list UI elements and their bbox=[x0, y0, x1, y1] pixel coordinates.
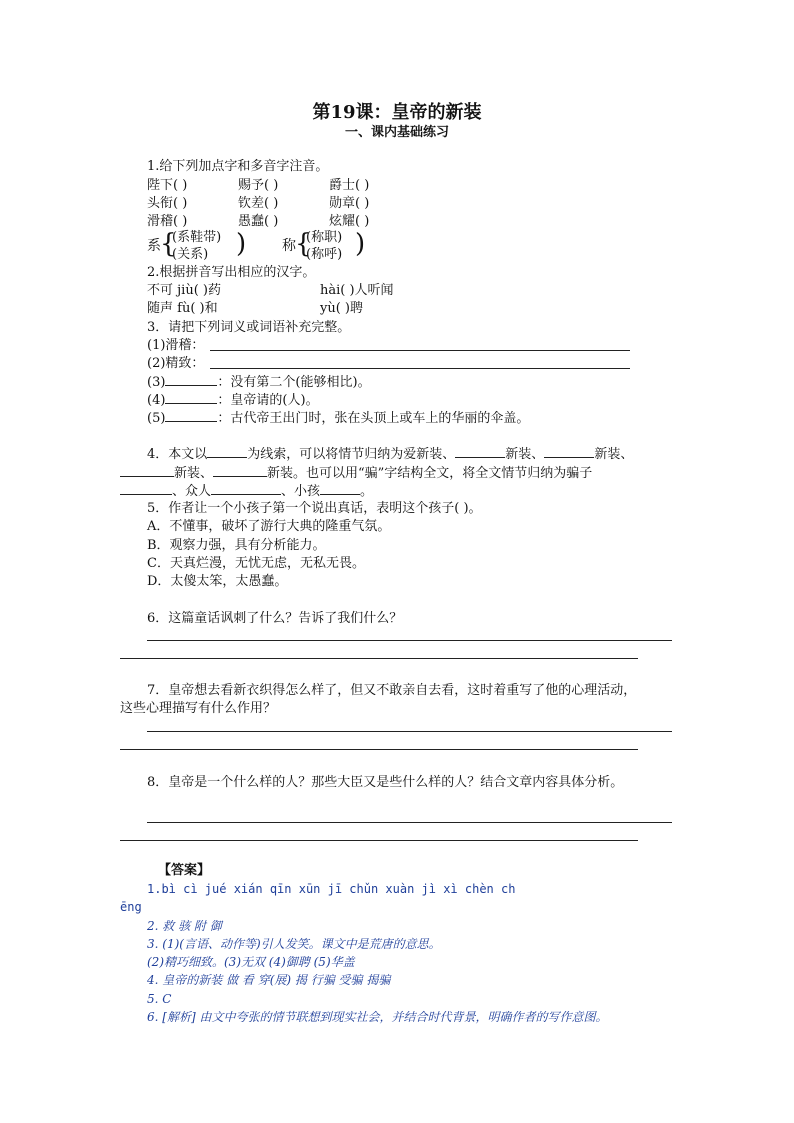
poly-cheng-item-2: (称呼) bbox=[306, 247, 343, 262]
q3-item-3: (3) ：没有第二个(能够相比)。 bbox=[147, 375, 371, 390]
q1-r1-c3: 爵士( ) bbox=[329, 178, 370, 193]
q6-prompt: 6．这篇童话讽刺了什么？告诉了我们什么？ bbox=[147, 611, 403, 626]
answer-line bbox=[147, 640, 672, 641]
answer-2: 2. 救 骇 附 御 bbox=[147, 919, 222, 933]
q5-option-d: D．太傻太笨，太愚蠢。 bbox=[147, 574, 288, 589]
q1-r2-c3: 勋章( ) bbox=[329, 196, 370, 211]
answer-4: 4. 皇帝的新装 做 看 穿(展) 揭 行骗 受骗 揭骗 bbox=[147, 973, 391, 987]
q2-prompt: 2.根据拼音写出相应的汉字。 bbox=[147, 265, 316, 280]
answer-line bbox=[210, 368, 630, 369]
right-bracket-icon: ) bbox=[236, 229, 247, 259]
q2-item-hai: hài( )人听闻 bbox=[320, 283, 394, 298]
q5-option-a: A．不懂事，破坏了游行大典的隆重气氛。 bbox=[147, 519, 391, 534]
q1-prompt: 1.给下列加点字和多音字注音。 bbox=[147, 159, 329, 174]
q1-r3-c3: 炫耀( ) bbox=[329, 214, 370, 229]
answer-5: 5. C bbox=[147, 992, 172, 1006]
q4-line-3: 、众人 、小孩 。 bbox=[120, 482, 373, 501]
left-brace-icon: { bbox=[160, 229, 177, 259]
q7-line-2: 这些心理描写有什么作用？ bbox=[120, 701, 277, 716]
answers-heading: 【答案】 bbox=[158, 863, 211, 878]
q2-item-yu: yù( )聘 bbox=[320, 301, 363, 316]
q3-item-2: (2)精致： bbox=[147, 356, 205, 371]
q1-r1-c2: 赐予( ) bbox=[238, 178, 279, 193]
poly-cheng-item-1: (称职) bbox=[306, 230, 343, 245]
page-title: 第19课：皇帝的新装 bbox=[312, 102, 482, 123]
answer-line bbox=[120, 749, 638, 750]
answer-line bbox=[147, 822, 672, 823]
q5-option-c: C．天真烂漫，无忧无虑，无私无畏。 bbox=[147, 556, 365, 571]
q5-prompt: 5．作者让一个小孩子第一个说出真话，表明这个孩子( )。 bbox=[147, 501, 482, 516]
q1-r1-c1: 陛下( ) bbox=[147, 178, 188, 193]
answer-line bbox=[120, 658, 638, 659]
q3-item-4: (4) ：皇帝请的(人)。 bbox=[147, 393, 319, 408]
answer-3-line-2: (2)精巧细致。(3)无双 (4)御聘 (5)华盖 bbox=[147, 955, 355, 969]
poly-xi-item-2: (关系) bbox=[172, 247, 209, 262]
q2-item-jiu: 不可 jiù( )药 bbox=[147, 283, 221, 298]
q3-prompt: 3．请把下列词义或词语补充完整。 bbox=[147, 320, 351, 335]
q4-line-2: 新装、 新装。也可以用“骗”字结构全文，将全文情节归纳为骗子 bbox=[120, 464, 592, 483]
answer-3-line-1: 3. (1)(言语、动作等)引人发笑。课文中是荒唐的意思。 bbox=[147, 937, 441, 951]
answer-line bbox=[120, 840, 638, 841]
poly-char-cheng: 称 bbox=[282, 238, 296, 254]
poly-char-xi: 系 bbox=[147, 238, 161, 254]
left-brace-icon: { bbox=[295, 229, 312, 259]
answer-line bbox=[210, 350, 630, 351]
q7-line-1: 7．皇帝想去看新衣织得怎么样了，但又不敢亲自去看，这时着重写了他的心理活动， bbox=[147, 683, 637, 698]
q1-r2-c1: 头衔( ) bbox=[147, 196, 188, 211]
q5-option-b: B．观察力强，具有分析能力。 bbox=[147, 538, 326, 553]
q3-item-5: (5) ：古代帝王出门时，张在头顶上或车上的华丽的伞盖。 bbox=[147, 411, 530, 426]
q1-r2-c2: 钦差( ) bbox=[238, 196, 279, 211]
section-subtitle: 一、课内基础练习 bbox=[344, 125, 449, 140]
answer-6: 6. [解析] 由文中夸张的情节联想到现实社会，并结合时代背景，明确作者的写作意图。 bbox=[147, 1010, 608, 1024]
answer-1-line-2: ēng bbox=[120, 900, 142, 914]
answer-1-line-1: 1.bì cì jué xián qīn xūn jī chǔn xuàn jì xì chèn ch bbox=[147, 882, 516, 896]
q3-item-1: (1)滑稽： bbox=[147, 338, 205, 353]
q1-r3-c2: 愚蠢( ) bbox=[238, 214, 279, 229]
answer-line bbox=[147, 731, 672, 732]
right-bracket-icon: ) bbox=[355, 229, 366, 259]
q1-r3-c1: 滑稽( ) bbox=[147, 214, 188, 229]
poly-xi-item-1: (系鞋带) bbox=[172, 230, 222, 245]
q2-item-fu: 随声 fù( )和 bbox=[147, 301, 218, 316]
q8-prompt: 8．皇帝是一个什么样的人？那些大臣又是些什么样的人？结合文章内容具体分析。 bbox=[147, 775, 624, 790]
q4-line-1: 4．本文以 为线索，可以将情节归纳为爱新装、 新装、 新装、 bbox=[147, 447, 634, 462]
